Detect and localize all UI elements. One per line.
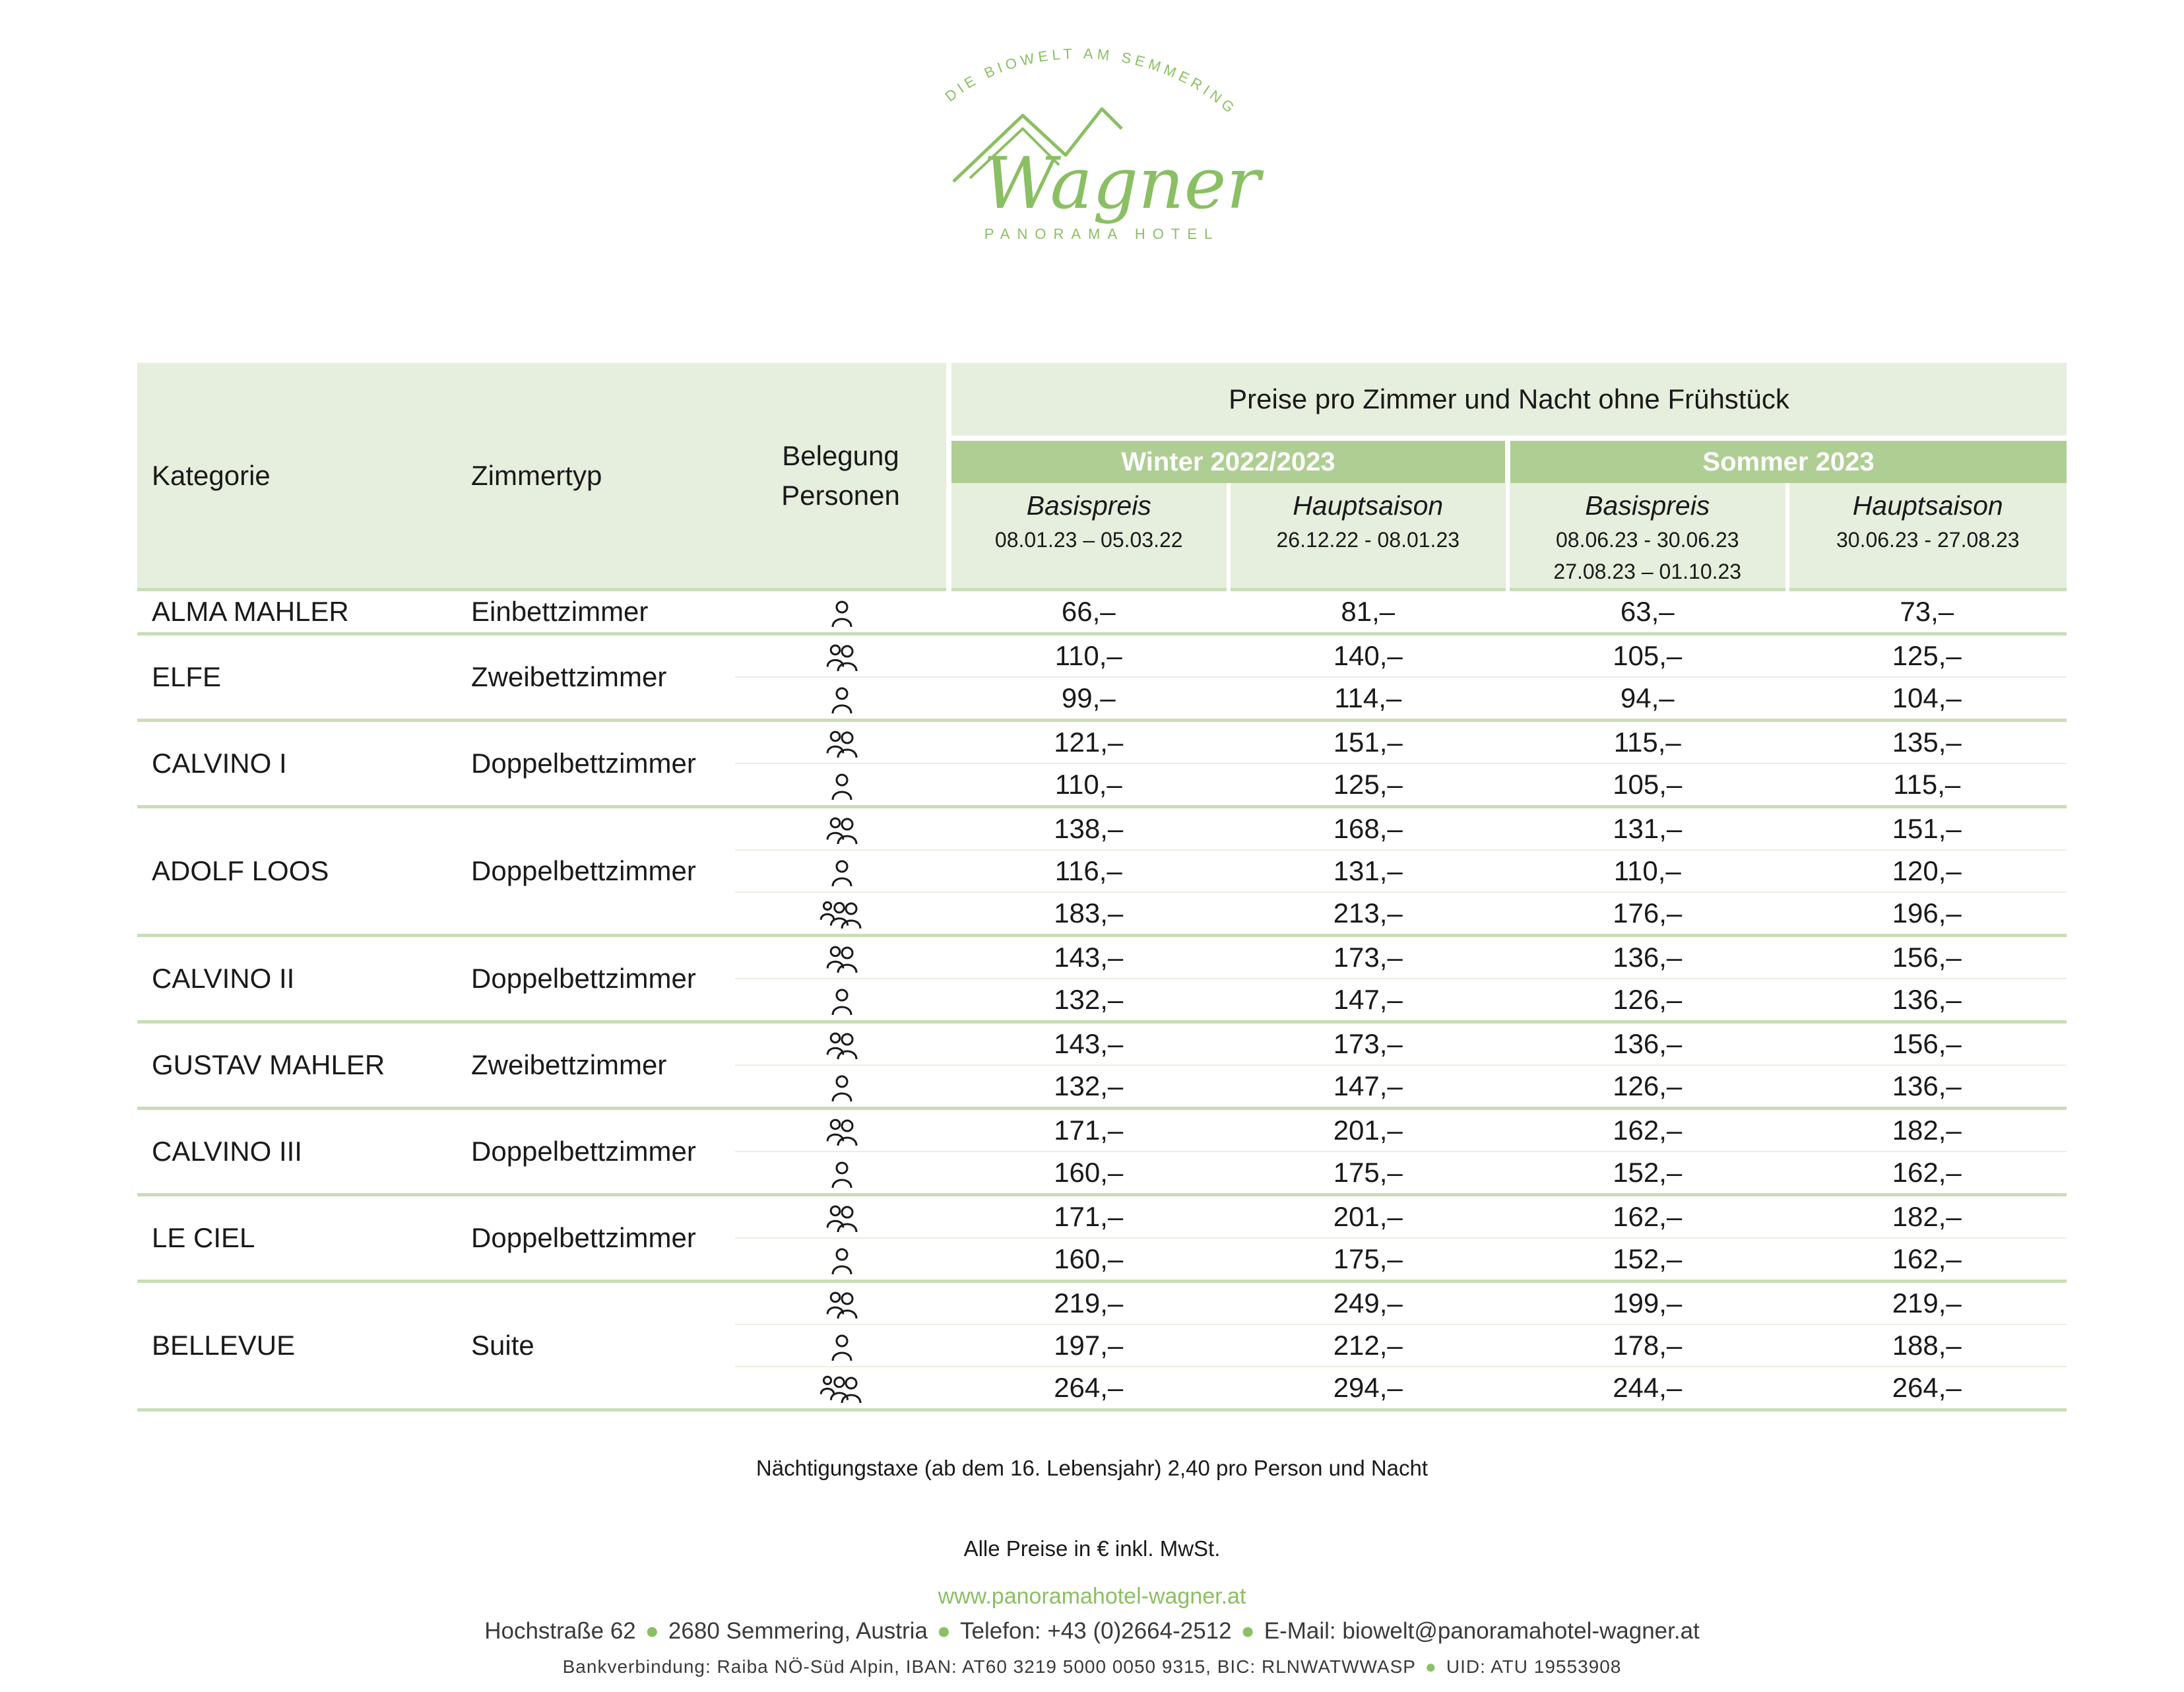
bullet-icon: ● (645, 1618, 659, 1644)
price-cell: 176,– (1508, 892, 1787, 936)
bullet-icon: ● (1240, 1618, 1255, 1644)
price-cell: 162,– (1508, 1195, 1787, 1239)
price-cell: 125,– (1787, 634, 2067, 678)
two-persons-icon (823, 815, 860, 845)
price-cell: 212,– (1229, 1324, 1508, 1367)
price-cell: 175,– (1229, 1152, 1508, 1195)
footer-city: 2680 Semmering, Austria (668, 1618, 928, 1644)
col-date: 08.06.23 - 30.06.23 (1555, 528, 1739, 552)
belegung-cell (735, 1367, 949, 1410)
price-cell: 182,– (1787, 1109, 2067, 1152)
price-cell: 132,– (949, 979, 1229, 1022)
room-zimmertyp: Zweibettzimmer (457, 634, 735, 721)
price-cell: 94,– (1508, 677, 1787, 721)
col-date: 27.08.23 – 01.10.23 (1553, 560, 1742, 583)
room-kategorie: CALVINO I (137, 721, 457, 807)
room-zimmertyp: Zweibettzimmer (457, 1022, 735, 1109)
col-winter-hauptsaison (1229, 483, 1508, 590)
person-icon (829, 1332, 855, 1362)
price-cell: 147,– (1229, 979, 1508, 1022)
price-cell: 201,– (1229, 1109, 1508, 1152)
belegung-cell (735, 1195, 949, 1239)
belegung-cell (735, 936, 949, 979)
person-icon (829, 1245, 855, 1276)
price-cell: 99,– (949, 677, 1229, 721)
footer-bank-details: Bankverbindung: Raiba NÖ-Süd Alpin, IBAN: AT60 3219 5000 0050 9315, BIC: RLNWATWWASP (562, 1656, 1416, 1677)
two-persons-icon (823, 642, 860, 672)
price-cell: 162,– (1787, 1238, 2067, 1282)
room-kategorie: CALVINO II (137, 936, 457, 1022)
price-cell: 131,– (1508, 807, 1787, 851)
col-summer-basispreis (1508, 483, 1787, 590)
room-kategorie: LE CIEL (137, 1195, 457, 1282)
price-cell: 197,– (949, 1324, 1229, 1367)
price-cell: 156,– (1787, 1022, 2067, 1066)
belegung-cell (735, 1109, 949, 1152)
price-cell: 182,– (1787, 1195, 2067, 1239)
table-row (137, 1282, 2067, 1325)
price-cell: 73,– (1787, 590, 2067, 634)
two-persons-icon (823, 944, 860, 974)
two-persons-icon (823, 1203, 860, 1233)
price-cell: 115,– (1508, 721, 1787, 764)
col-name: Hauptsaison (1852, 490, 2003, 521)
price-cell: 152,– (1508, 1152, 1787, 1195)
footer-website[interactable]: www.panoramahotel-wagner.at (938, 1584, 1246, 1609)
price-cell: 136,– (1787, 979, 2067, 1022)
wagner-logo-icon (924, 46, 1280, 244)
logo-script-text: Wagner (982, 143, 1261, 225)
room-kategorie: BELLEVUE (137, 1282, 457, 1410)
price-cell: 147,– (1229, 1065, 1508, 1109)
belegung-cell (735, 1152, 949, 1195)
room-zimmertyp: Doppelbettzimmer (457, 1109, 735, 1195)
room-kategorie: ELFE (137, 634, 457, 721)
two-persons-icon (823, 729, 860, 759)
price-cell: 66,– (949, 590, 1229, 634)
belegung-cell (735, 634, 949, 678)
col-winter-basispreis (949, 483, 1229, 590)
price-cell: 151,– (1787, 807, 2067, 851)
price-cell: 151,– (1229, 721, 1508, 764)
person-icon (829, 684, 855, 715)
belegung-cell (735, 1022, 949, 1066)
three-persons-icon (818, 899, 866, 930)
belegung-cell (735, 892, 949, 936)
price-cell: 143,– (949, 1022, 1229, 1066)
price-cell: 136,– (1508, 1022, 1787, 1066)
room-kategorie: ADOLF LOOS (137, 807, 457, 936)
footer-bank (0, 1656, 2184, 1677)
person-icon (829, 1072, 855, 1103)
person-icon (829, 598, 855, 628)
room-kategorie: ALMA MAHLER (137, 590, 457, 634)
header-belegung (735, 363, 949, 590)
belegung-cell (735, 1282, 949, 1325)
price-cell: 199,– (1508, 1282, 1787, 1325)
price-cell: 171,– (949, 1109, 1229, 1152)
price-cell: 173,– (1229, 1022, 1508, 1066)
bullet-icon: ● (1425, 1656, 1437, 1677)
col-date: 30.06.23 - 27.08.23 (1836, 528, 2020, 552)
price-cell: 162,– (1787, 1152, 2067, 1195)
logo-bottom-text: PANORAMA HOTEL (984, 226, 1220, 242)
price-cell: 110,– (949, 764, 1229, 807)
table-row (137, 936, 2067, 979)
table-row (137, 1109, 2067, 1152)
room-zimmertyp: Doppelbettzimmer (457, 936, 735, 1022)
price-cell: 173,– (1229, 936, 1508, 979)
table-row (137, 634, 2067, 678)
season-winter: Winter 2022/2023 (949, 438, 1508, 483)
price-table-body (137, 590, 2067, 1412)
belegung-cell (735, 1324, 949, 1367)
person-icon (829, 771, 855, 801)
col-name: Basispreis (1026, 490, 1151, 521)
header-belegung-line2: Personen (781, 479, 900, 511)
logo-arc-text: DIE BIOWELT AM SEMMERING (942, 46, 1240, 119)
belegung-cell (735, 590, 949, 634)
prices-note: Alle Preise in € inkl. MwSt. (963, 1536, 1221, 1561)
room-kategorie: GUSTAV MAHLER (137, 1022, 457, 1109)
price-cell: 136,– (1787, 1065, 2067, 1109)
room-zimmertyp: Suite (457, 1282, 735, 1410)
price-cell: 160,– (949, 1152, 1229, 1195)
person-icon (829, 857, 855, 888)
price-cell: 126,– (1508, 979, 1787, 1022)
col-summer-hauptsaison (1787, 483, 2067, 590)
price-cell: 171,– (949, 1195, 1229, 1239)
footer-uid: UID: ATU 19553908 (1446, 1656, 1622, 1677)
price-cell: 196,– (1787, 892, 2067, 936)
price-cell: 219,– (949, 1282, 1229, 1325)
price-cell: 131,– (1229, 850, 1508, 892)
bullet-icon: ● (936, 1618, 951, 1644)
price-cell: 143,– (949, 936, 1229, 979)
price-cell: 138,– (949, 807, 1229, 851)
two-persons-icon (823, 1030, 860, 1060)
price-cell: 152,– (1508, 1238, 1787, 1282)
price-cell: 136,– (1508, 936, 1787, 979)
price-cell: 126,– (1508, 1065, 1787, 1109)
price-cell: 105,– (1508, 634, 1787, 678)
table-bottom-rule (137, 1410, 2067, 1412)
price-cell: 63,– (1508, 590, 1787, 634)
footer-phone[interactable]: Telefon: +43 (0)2664-2512 (960, 1618, 1232, 1644)
price-cell: 160,– (949, 1238, 1229, 1282)
price-cell: 249,– (1229, 1282, 1508, 1325)
footer-email[interactable]: E-Mail: biowelt@panoramahotel-wagner.at (1264, 1618, 1700, 1644)
room-zimmertyp: Doppelbettzimmer (457, 1195, 735, 1282)
col-date: 08.01.23 – 05.03.22 (994, 528, 1183, 552)
price-cell: 178,– (1508, 1324, 1787, 1367)
price-cell: 188,– (1787, 1324, 2067, 1367)
table-row (137, 1195, 2067, 1239)
belegung-cell (735, 979, 949, 1022)
col-name: Basispreis (1585, 490, 1710, 521)
price-cell: 132,– (949, 1065, 1229, 1109)
price-cell: 168,– (1229, 807, 1508, 851)
belegung-cell (735, 807, 949, 851)
price-cell: 104,– (1787, 677, 2067, 721)
three-persons-icon (818, 1374, 866, 1404)
price-cell: 201,– (1229, 1195, 1508, 1239)
price-cell: 116,– (949, 850, 1229, 892)
col-date: 26.12.22 - 08.01.23 (1276, 528, 1460, 552)
season-summer: Sommer 2023 (1508, 438, 2067, 483)
belegung-cell (735, 677, 949, 721)
two-persons-icon (823, 1117, 860, 1147)
table-row (137, 807, 2067, 851)
header-belegung-line1: Belegung (782, 439, 899, 471)
hotel-logo (924, 46, 1280, 244)
price-cell: 162,– (1508, 1109, 1787, 1152)
table-row (137, 1022, 2067, 1066)
price-cell: 156,– (1787, 936, 2067, 979)
belegung-cell (735, 764, 949, 807)
price-table (137, 363, 2067, 1412)
room-zimmertyp: Doppelbettzimmer (457, 807, 735, 936)
table-row (137, 721, 2067, 764)
price-cell: 114,– (1229, 677, 1508, 721)
price-cell: 121,– (949, 721, 1229, 764)
price-cell: 135,– (1787, 721, 2067, 764)
price-cell: 115,– (1787, 764, 2067, 807)
price-cell: 110,– (1508, 850, 1787, 892)
price-cell: 81,– (1229, 590, 1508, 634)
price-cell: 125,– (1229, 764, 1508, 807)
price-cell: 264,– (949, 1367, 1229, 1410)
price-cell: 175,– (1229, 1238, 1508, 1282)
price-cell: 264,– (1787, 1367, 2067, 1410)
tax-note: Nächtigungstaxe (ab dem 16. Lebensjahr) 2,40 pro Person und Nacht (755, 1456, 1429, 1480)
header-zimmertyp: Zimmertyp (457, 363, 735, 590)
price-cell: 120,– (1787, 850, 2067, 892)
belegung-cell (735, 721, 949, 764)
footer-address (0, 1618, 2184, 1644)
header-price-title: Preise pro Zimmer und Nacht ohne Frühstück (949, 363, 2067, 438)
room-zimmertyp: Doppelbettzimmer (457, 721, 735, 807)
header-kategorie: Kategorie (137, 363, 457, 590)
svg-text:DIE BIOWELT AM SEMMERING (942, 46, 1240, 118)
belegung-cell (735, 850, 949, 892)
belegung-cell (735, 1065, 949, 1109)
person-icon (829, 1159, 855, 1189)
price-cell: 294,– (1229, 1367, 1508, 1410)
room-zimmertyp: Einbettzimmer (457, 590, 735, 634)
price-cell: 110,– (949, 634, 1229, 678)
person-icon (829, 986, 855, 1016)
price-cell: 213,– (1229, 892, 1508, 936)
belegung-cell (735, 1238, 949, 1282)
price-cell: 219,– (1787, 1282, 2067, 1325)
two-persons-icon (823, 1289, 860, 1320)
col-name: Hauptsaison (1293, 490, 1444, 521)
price-cell: 140,– (1229, 634, 1508, 678)
price-cell: 105,– (1508, 764, 1787, 807)
room-kategorie: CALVINO III (137, 1109, 457, 1195)
price-cell: 244,– (1508, 1367, 1787, 1410)
price-cell: 183,– (949, 892, 1229, 936)
footer-street: Hochstraße 62 (484, 1618, 636, 1644)
table-row (137, 590, 2067, 634)
